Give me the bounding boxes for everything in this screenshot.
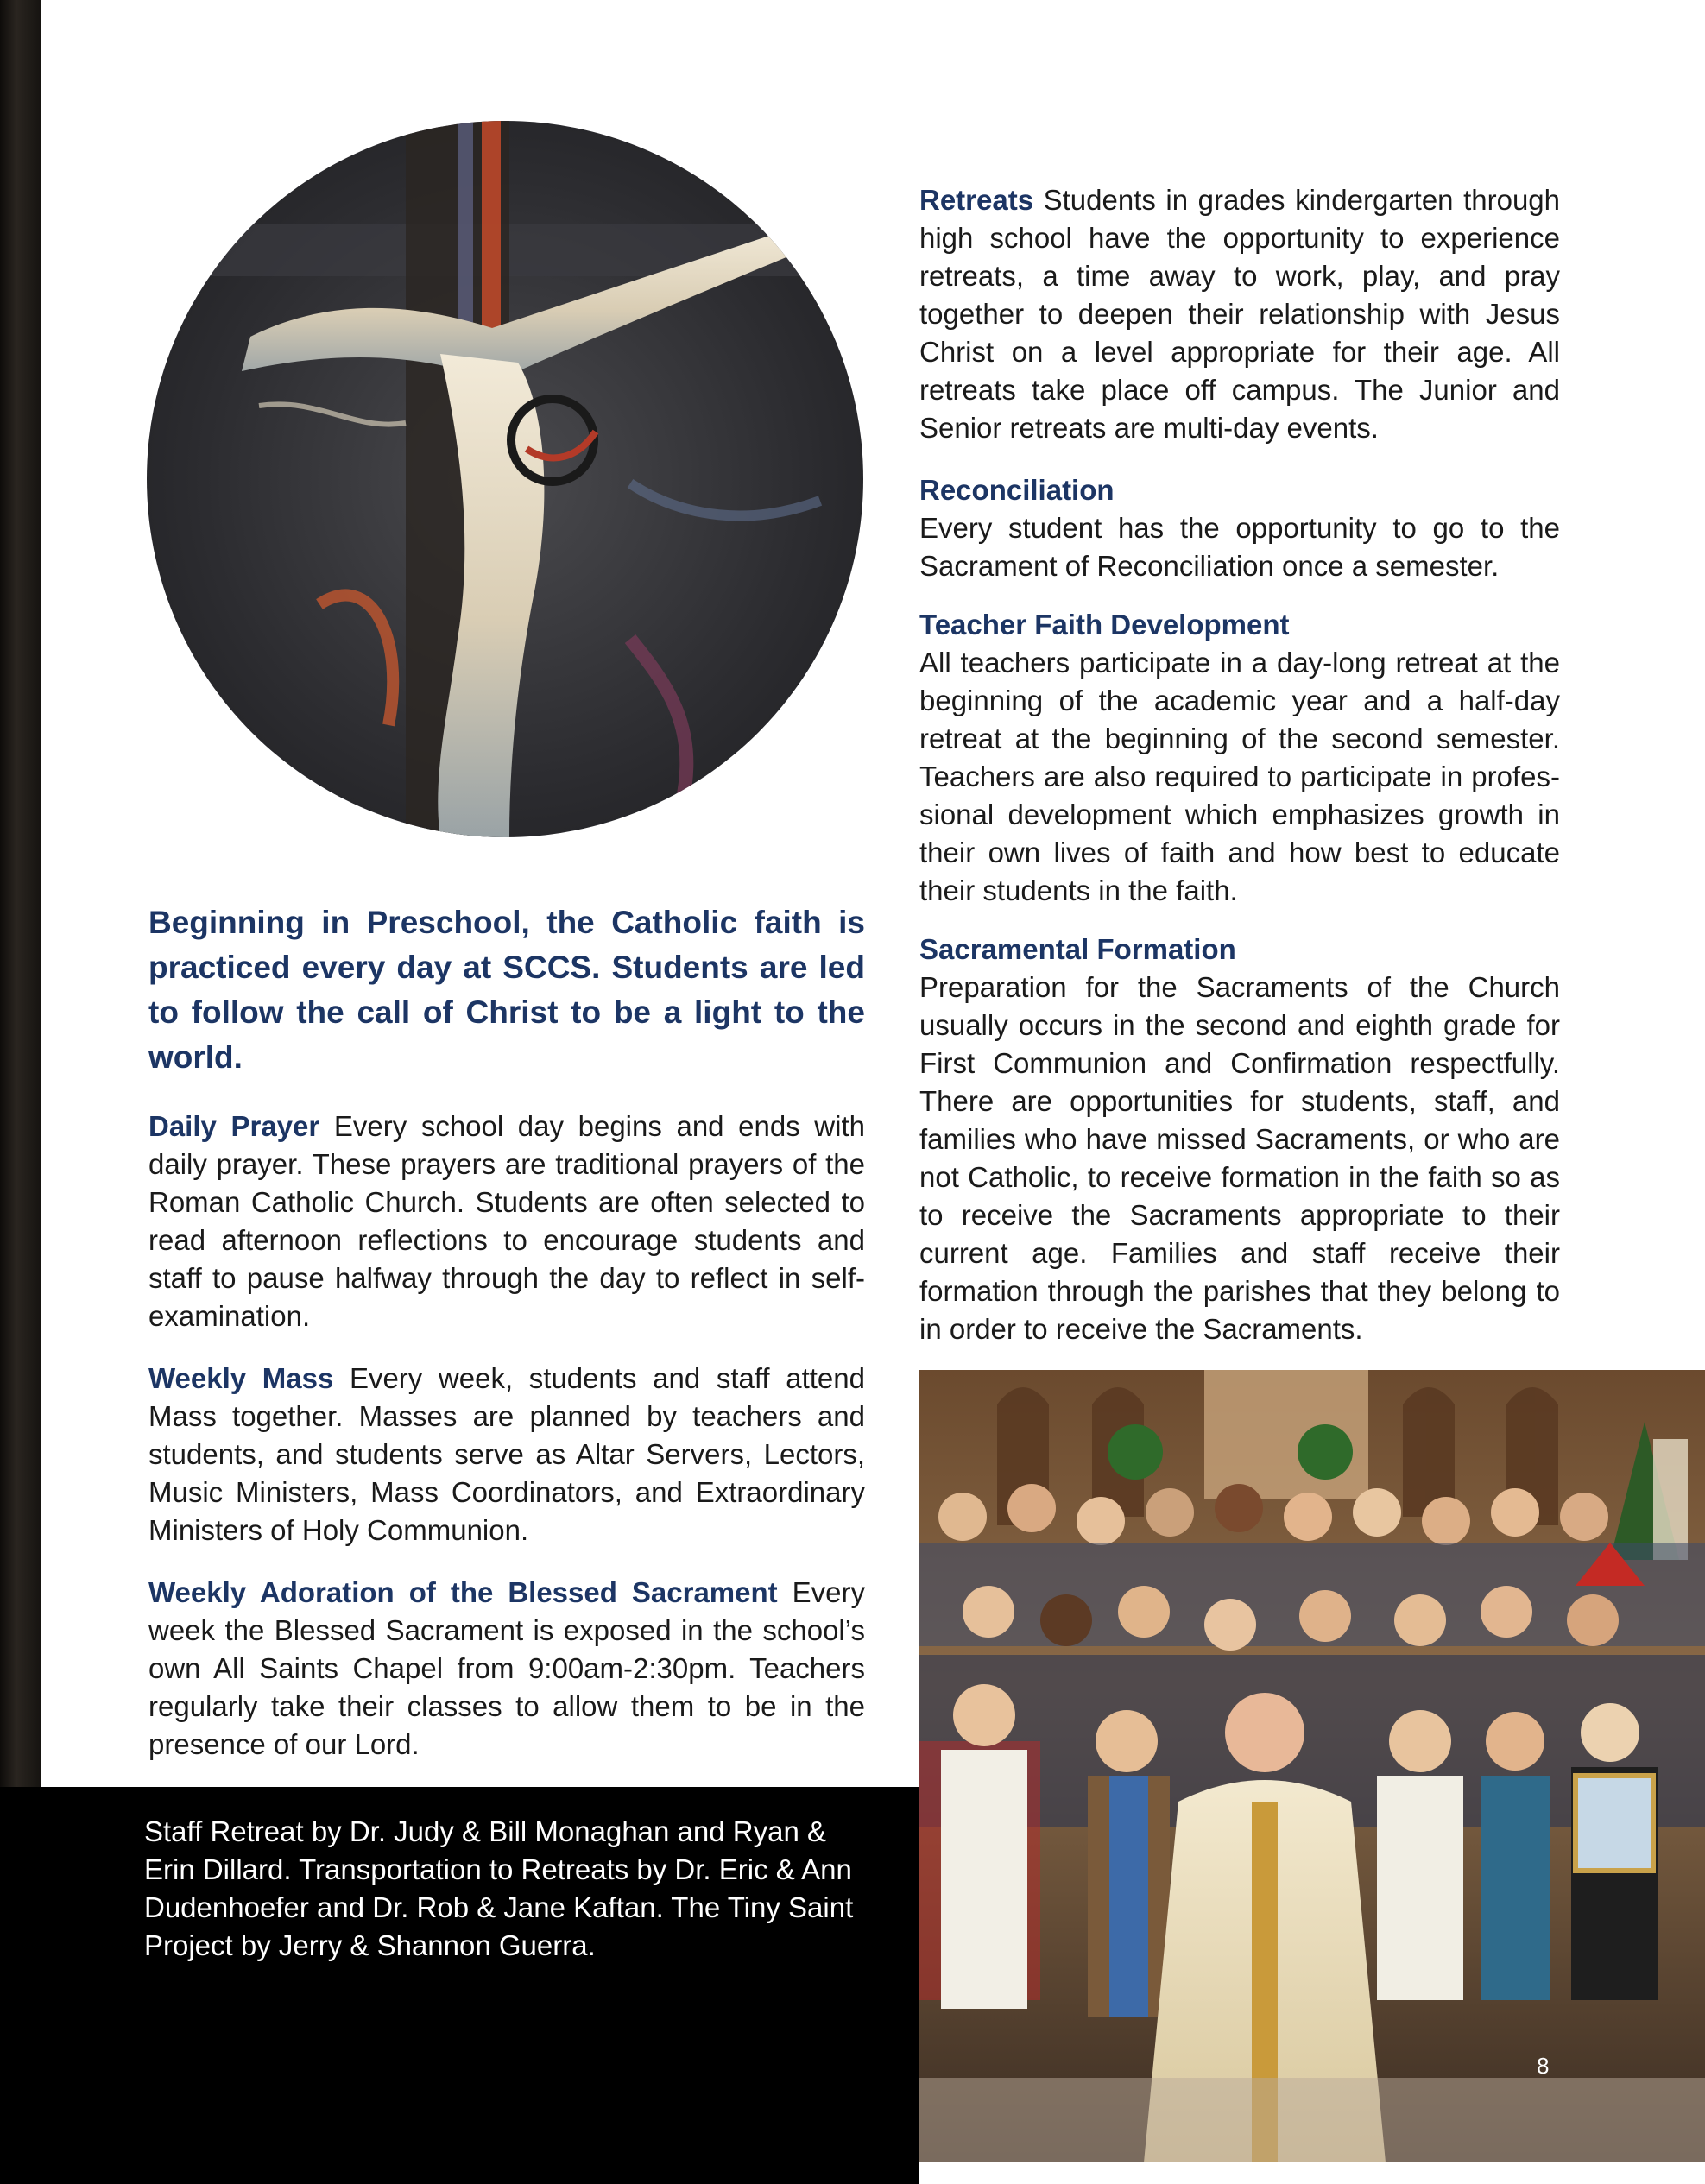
bottom-strip	[950, 2162, 1705, 2184]
retreats-text: Students in grades kindergarten through high school have the opportunity to experience retreats, a time away to work, play, and pray together to deepen their relationship with Jesus Christ on a level appropriate for their age. All retreats take place off campus. The Junior and Senior retreats are multi-day events.	[919, 184, 1560, 444]
daily-prayer-text: Every school day begins and ends with daily prayer. These prayers are traditional prayers of the Roman Catholic Church. Students are often selected to read afternoon reflections to encourage students and staff to pause halfway through the day to reflect in self-examination.	[148, 1110, 865, 1332]
retreats-paragraph	[919, 181, 1560, 447]
left-edge-photo-strip	[0, 0, 41, 1787]
reconciliation-heading: Reconciliation	[919, 474, 1115, 506]
teacher-faith-text: All teachers participate in a day-long retreat at the beginning of the academic year and a half-day retreat at the beginning of the second semester. Teachers are also required to participate in profes-sional development which emphasizes growth in their own lives of faith and how best to educate their students in the faith.	[919, 647, 1560, 906]
retreats-heading: Retreats	[919, 184, 1034, 216]
sponsors-credit: Staff Retreat by Dr. Judy & Bill Monaghan and Ryan & Erin Dillard. Transportation to Retreats by Dr. Eric & Ann Dudenhoefer and Dr. Rob & Jane Kaftan. The Tiny Saint Project by Jerry & Shannon Guerra.	[144, 1815, 854, 1961]
crucifix-painting-graphic	[147, 121, 863, 837]
reconciliation-text: Every student has the opportunity to go to the Sacrament of Reconciliation once a semester.	[919, 512, 1560, 582]
reconciliation-section	[919, 471, 1560, 585]
sacramental-formation-section	[919, 931, 1560, 1348]
tiny-saints-group-photo	[919, 1370, 1705, 2162]
right-column	[919, 181, 1560, 1369]
adoration-heading: Weekly Adoration of the Blessed Sacrament	[148, 1576, 778, 1608]
group-photo-graphic	[919, 1370, 1705, 2162]
weekly-mass-paragraph	[148, 1360, 865, 1550]
crucifix-painting	[147, 121, 863, 837]
sacramental-formation-text: Preparation for the Sacraments of the Church usually occurs in the second and eighth grade for First Communion and Confirmation respectfully. There are opportunities for students, staff, and families who have missed Sacraments, or who are not Catholic, to receive formation in the faith so as to receive the Sacraments appropriate to their current age. Families and staff receive their formation through the parishes that they belong to in order to receive the Sacraments.	[919, 971, 1560, 1345]
teacher-faith-section	[919, 606, 1560, 910]
sacramental-formation-heading: Sacramental Formation	[919, 933, 1236, 965]
daily-prayer-heading: Daily Prayer	[148, 1110, 320, 1142]
adoration-text: Every week the Blessed Sacrament is exposed in the school’s own All Saints Chapel from 9:00am-2:30pm. Teachers regularly take their classes to allow them to be in the presence of our Lord.	[148, 1576, 865, 1760]
weekly-mass-heading: Weekly Mass	[148, 1362, 334, 1394]
teacher-faith-heading: Teacher Faith Development	[919, 609, 1290, 641]
intro-statement: Beginning in Preschool, the Catholic faith is practiced every day at SCCS. Students are led to follow the call of Christ to be a light to the world.	[148, 905, 865, 1075]
left-column	[148, 900, 865, 1788]
page-number: 8	[1537, 2053, 1550, 2079]
daily-prayer-paragraph	[148, 1108, 865, 1335]
adoration-paragraph	[148, 1574, 865, 1764]
weekly-mass-text: Every week, students and staff attend Mass together. Masses are planned by teachers and students, and students serve as Altar Servers, Lectors, Music Ministers, Mass Coordinators, and Extraordinary Ministers of Holy Communion.	[148, 1362, 865, 1546]
